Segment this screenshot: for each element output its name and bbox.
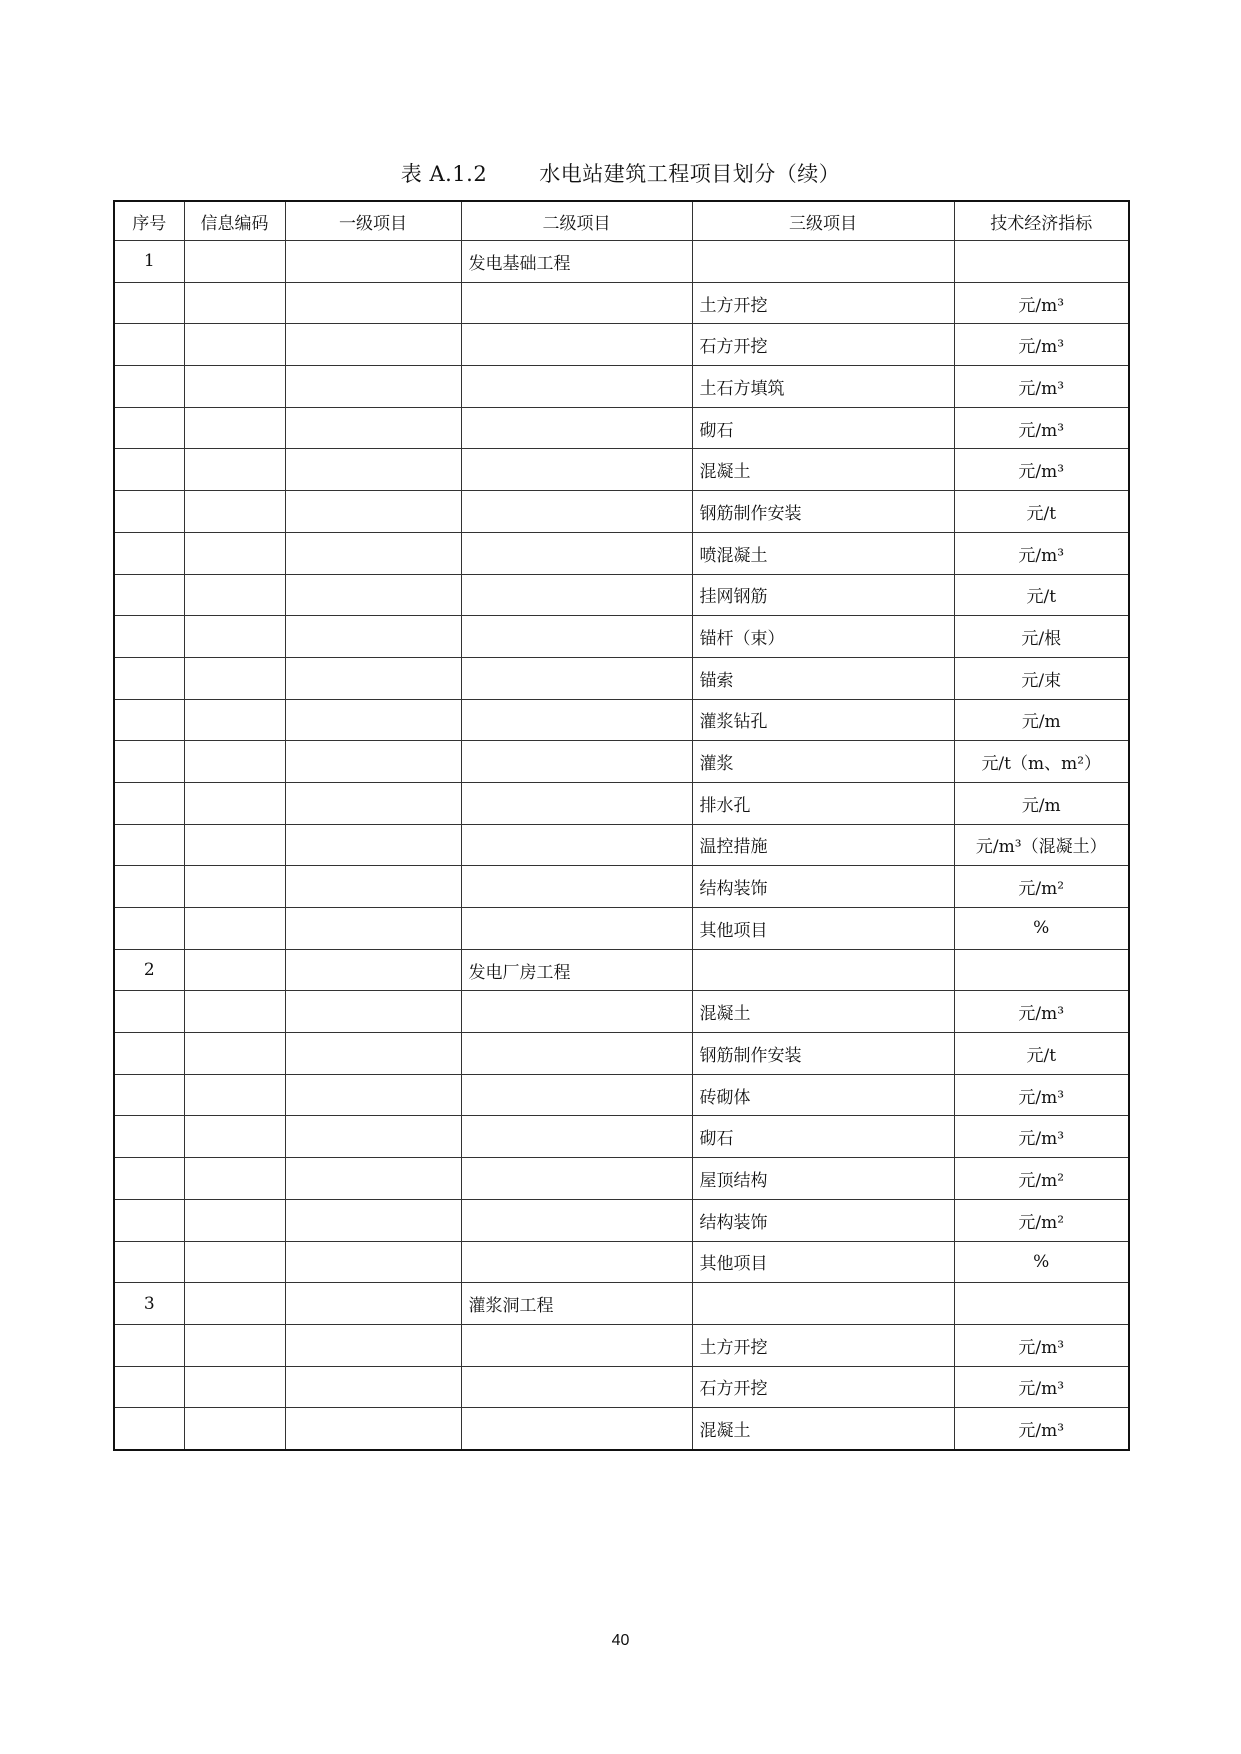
cell-level2 (461, 449, 692, 491)
cell-info-code (184, 699, 285, 741)
cell-level1 (285, 1074, 461, 1116)
cell-level2 (461, 699, 692, 741)
cell-indicator (954, 949, 1129, 991)
cell-level3: 结构装饰 (692, 866, 954, 908)
cell-level2 (461, 324, 692, 366)
cell-seq (114, 1199, 184, 1241)
cell-indicator: 元/m³ (954, 407, 1129, 449)
cell-level3: 土方开挖 (692, 282, 954, 324)
cell-level3: 灌浆钻孔 (692, 699, 954, 741)
cell-level2 (461, 782, 692, 824)
cell-level1 (285, 574, 461, 616)
cell-level2 (461, 1116, 692, 1158)
cell-seq (114, 532, 184, 574)
cell-seq (114, 616, 184, 658)
cell-level3: 石方开挖 (692, 324, 954, 366)
cell-level1 (285, 1116, 461, 1158)
table-header-row (114, 201, 1129, 241)
cell-level3 (692, 241, 954, 283)
cell-level2 (461, 908, 692, 950)
cell-info-code (184, 449, 285, 491)
cell-level3: 喷混凝土 (692, 532, 954, 574)
cell-seq: 2 (114, 949, 184, 991)
cell-info-code (184, 1283, 285, 1325)
cell-level1 (285, 1158, 461, 1200)
cell-level3: 混凝土 (692, 991, 954, 1033)
cell-level1 (285, 324, 461, 366)
cell-level2 (461, 824, 692, 866)
table-row (114, 1366, 1129, 1408)
cell-level1 (285, 908, 461, 950)
cell-seq (114, 1158, 184, 1200)
cell-info-code (184, 1158, 285, 1200)
table-title (0, 158, 1241, 190)
cell-indicator: 元/m³（混凝土） (954, 824, 1129, 866)
cell-level3: 砖砌体 (692, 1074, 954, 1116)
cell-level3: 锚杆（束） (692, 616, 954, 658)
cell-info-code (184, 866, 285, 908)
cell-seq: 3 (114, 1283, 184, 1325)
cell-indicator: 元/m (954, 699, 1129, 741)
cell-indicator (954, 241, 1129, 283)
cell-level2 (461, 1366, 692, 1408)
cell-level1 (285, 616, 461, 658)
cell-indicator: 元/m³ (954, 1116, 1129, 1158)
cell-info-code (184, 949, 285, 991)
cell-info-code (184, 908, 285, 950)
header-level3: 三级项目 (692, 201, 954, 241)
table-row (114, 991, 1129, 1033)
cell-info-code (184, 1366, 285, 1408)
cell-level1 (285, 824, 461, 866)
cell-indicator: 元/t (954, 1033, 1129, 1075)
cell-indicator: 元/m³ (954, 1408, 1129, 1450)
cell-seq (114, 782, 184, 824)
table-body (114, 241, 1129, 1450)
cell-level1 (285, 491, 461, 533)
cell-seq (114, 1033, 184, 1075)
cell-info-code (184, 532, 285, 574)
cell-level3: 其他项目 (692, 908, 954, 950)
cell-info-code (184, 324, 285, 366)
cell-info-code (184, 1033, 285, 1075)
cell-indicator: 元/m² (954, 1199, 1129, 1241)
cell-level2: 灌浆洞工程 (461, 1283, 692, 1325)
cell-seq: 1 (114, 241, 184, 283)
cell-level3 (692, 949, 954, 991)
cell-indicator: 元/m (954, 782, 1129, 824)
cell-indicator: 元/t (954, 574, 1129, 616)
cell-seq (114, 407, 184, 449)
cell-level2 (461, 1074, 692, 1116)
cell-seq (114, 1366, 184, 1408)
cell-level2 (461, 1033, 692, 1075)
cell-level1 (285, 1033, 461, 1075)
cell-level1 (285, 449, 461, 491)
project-division-table (113, 200, 1130, 1451)
cell-level2 (461, 657, 692, 699)
cell-seq (114, 866, 184, 908)
cell-level2 (461, 366, 692, 408)
cell-info-code (184, 282, 285, 324)
cell-level3: 结构装饰 (692, 1199, 954, 1241)
table-row (114, 949, 1129, 991)
cell-level2: 发电基础工程 (461, 241, 692, 283)
cell-level3: 锚索 (692, 657, 954, 699)
table-row (114, 657, 1129, 699)
table-code: 表 A.1.2 (400, 162, 488, 186)
cell-level1 (285, 282, 461, 324)
cell-seq (114, 491, 184, 533)
table-name: 水电站建筑工程项目划分（续） (539, 162, 841, 186)
cell-indicator (954, 1283, 1129, 1325)
table-row (114, 532, 1129, 574)
cell-seq (114, 449, 184, 491)
cell-level1 (285, 949, 461, 991)
cell-indicator: 元/m² (954, 1158, 1129, 1200)
cell-info-code (184, 741, 285, 783)
cell-level1 (285, 532, 461, 574)
cell-level2 (461, 741, 692, 783)
cell-info-code (184, 574, 285, 616)
cell-level3: 石方开挖 (692, 1366, 954, 1408)
cell-seq (114, 282, 184, 324)
cell-level1 (285, 1408, 461, 1450)
cell-level1 (285, 1366, 461, 1408)
cell-level2 (461, 491, 692, 533)
header-indicator: 技术经济指标 (954, 201, 1129, 241)
header-level1: 一级项目 (285, 201, 461, 241)
table-row (114, 449, 1129, 491)
cell-level2 (461, 407, 692, 449)
cell-seq (114, 574, 184, 616)
cell-seq (114, 741, 184, 783)
cell-level1 (285, 241, 461, 283)
cell-level1 (285, 1283, 461, 1325)
cell-info-code (184, 241, 285, 283)
header-info-code: 信息编码 (184, 201, 285, 241)
cell-indicator: 元/m³ (954, 1074, 1129, 1116)
cell-level1 (285, 1241, 461, 1283)
table-row (114, 1116, 1129, 1158)
cell-level1 (285, 366, 461, 408)
cell-indicator: 元/根 (954, 616, 1129, 658)
cell-level2 (461, 1324, 692, 1366)
cell-indicator: 元/m³ (954, 366, 1129, 408)
cell-indicator: 元/m³ (954, 282, 1129, 324)
cell-indicator: 元/束 (954, 657, 1129, 699)
cell-info-code (184, 1074, 285, 1116)
cell-level2 (461, 1199, 692, 1241)
cell-indicator: 元/m³ (954, 449, 1129, 491)
table-row (114, 1158, 1129, 1200)
table-row (114, 1241, 1129, 1283)
cell-seq (114, 824, 184, 866)
cell-level1 (285, 741, 461, 783)
cell-info-code (184, 407, 285, 449)
cell-level1 (285, 866, 461, 908)
cell-level3: 砌石 (692, 1116, 954, 1158)
cell-info-code (184, 824, 285, 866)
table-row (114, 366, 1129, 408)
table-row (114, 1033, 1129, 1075)
cell-seq (114, 1241, 184, 1283)
header-seq: 序号 (114, 201, 184, 241)
cell-level3: 温控措施 (692, 824, 954, 866)
cell-level3: 混凝土 (692, 1408, 954, 1450)
cell-level2 (461, 532, 692, 574)
cell-level3: 屋顶结构 (692, 1158, 954, 1200)
cell-level3: 土石方填筑 (692, 366, 954, 408)
cell-level1 (285, 782, 461, 824)
cell-indicator: 元/m³ (954, 1366, 1129, 1408)
table-row (114, 741, 1129, 783)
cell-level2 (461, 1241, 692, 1283)
page-number: 40 (611, 1632, 630, 1649)
table-row (114, 407, 1129, 449)
table-row (114, 1199, 1129, 1241)
cell-level3: 混凝土 (692, 449, 954, 491)
cell-level3: 钢筋制作安装 (692, 1033, 954, 1075)
cell-info-code (184, 616, 285, 658)
cell-info-code (184, 1324, 285, 1366)
table-row (114, 491, 1129, 533)
cell-info-code (184, 1408, 285, 1450)
cell-level3: 钢筋制作安装 (692, 491, 954, 533)
cell-level3: 挂网钢筋 (692, 574, 954, 616)
cell-level3: 砌石 (692, 407, 954, 449)
cell-indicator: 元/t (954, 491, 1129, 533)
table-row (114, 866, 1129, 908)
cell-indicator: 元/m³ (954, 532, 1129, 574)
cell-level3: 土方开挖 (692, 1324, 954, 1366)
table-row (114, 1324, 1129, 1366)
cell-level2 (461, 574, 692, 616)
cell-info-code (184, 366, 285, 408)
table-row (114, 282, 1129, 324)
cell-level2 (461, 1158, 692, 1200)
cell-level3: 灌浆 (692, 741, 954, 783)
cell-level2 (461, 1408, 692, 1450)
cell-level3: 排水孔 (692, 782, 954, 824)
cell-indicator: % (954, 908, 1129, 950)
cell-seq (114, 657, 184, 699)
cell-indicator: 元/m³ (954, 991, 1129, 1033)
table-row (114, 824, 1129, 866)
cell-seq (114, 699, 184, 741)
cell-level2 (461, 282, 692, 324)
cell-info-code (184, 991, 285, 1033)
table-row (114, 699, 1129, 741)
table-row (114, 1408, 1129, 1450)
cell-level2 (461, 991, 692, 1033)
cell-level1 (285, 1324, 461, 1366)
cell-seq (114, 1324, 184, 1366)
cell-indicator: % (954, 1241, 1129, 1283)
cell-seq (114, 1074, 184, 1116)
cell-level1 (285, 699, 461, 741)
cell-info-code (184, 1116, 285, 1158)
cell-seq (114, 1408, 184, 1450)
table-row (114, 616, 1129, 658)
cell-info-code (184, 782, 285, 824)
table-row (114, 908, 1129, 950)
cell-level1 (285, 407, 461, 449)
cell-info-code (184, 491, 285, 533)
cell-seq (114, 908, 184, 950)
cell-info-code (184, 1241, 285, 1283)
table-row (114, 1074, 1129, 1116)
cell-indicator: 元/m³ (954, 324, 1129, 366)
cell-info-code (184, 1199, 285, 1241)
cell-level3 (692, 1283, 954, 1325)
cell-level1 (285, 657, 461, 699)
table-row (114, 324, 1129, 366)
cell-seq (114, 324, 184, 366)
cell-info-code (184, 657, 285, 699)
table-row (114, 782, 1129, 824)
cell-indicator: 元/m³ (954, 1324, 1129, 1366)
cell-seq (114, 366, 184, 408)
cell-seq (114, 991, 184, 1033)
table-row (114, 1283, 1129, 1325)
header-level2: 二级项目 (461, 201, 692, 241)
cell-level2 (461, 616, 692, 658)
cell-level2 (461, 866, 692, 908)
cell-level2: 发电厂房工程 (461, 949, 692, 991)
cell-level3: 其他项目 (692, 1241, 954, 1283)
table-row (114, 574, 1129, 616)
table-row (114, 241, 1129, 283)
cell-seq (114, 1116, 184, 1158)
cell-indicator: 元/t（m、m²） (954, 741, 1129, 783)
cell-level1 (285, 1199, 461, 1241)
cell-indicator: 元/m² (954, 866, 1129, 908)
cell-level1 (285, 991, 461, 1033)
